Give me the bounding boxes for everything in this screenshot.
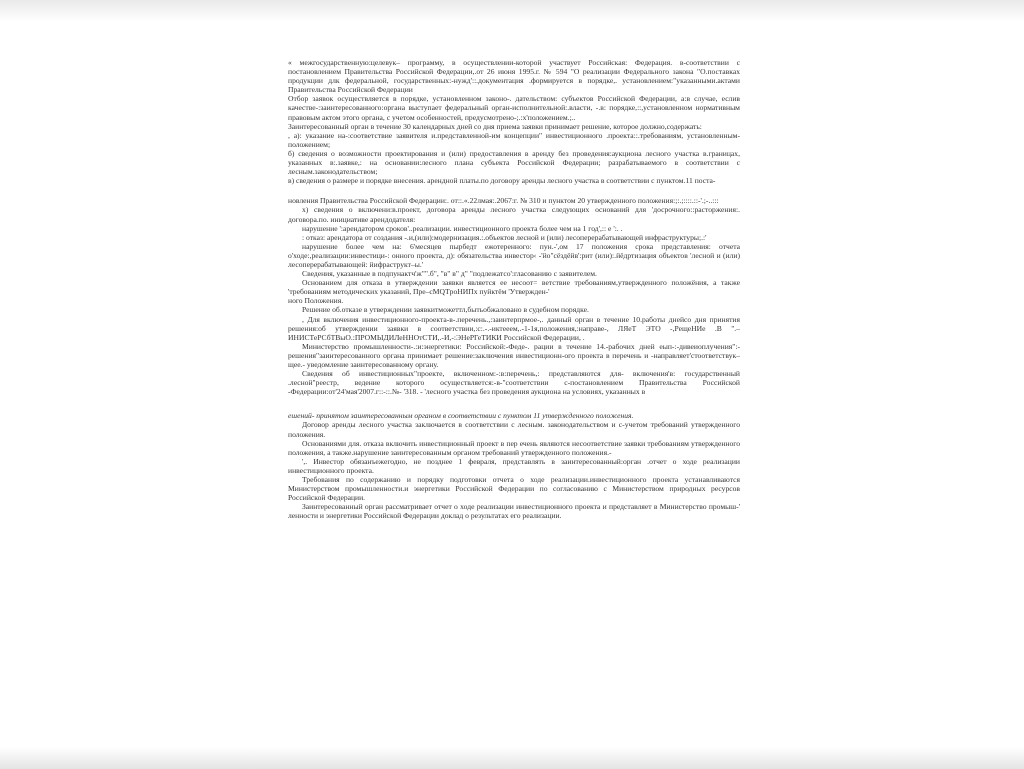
paragraph: новления Правительства Российской Федерации:. от::.«.22лмая:.2067:г. № 310 и пунктом 20 утвержденного положения:;:.;::::.::-'.;-..::: xyxy=(288,196,719,206)
paragraph: б) сведения о возможности проектирования и (или) предоставления в аренду без проведения:аукциона лесного участка в.границах, указанных в:.заявке,: на основании:лесного плана субъекта Российской Федерации; разрабатываемого в соответствии с лесным.законодательством; xyxy=(288,148,740,177)
paragraph: Требования по содержанию и порядку подготовки отчета о ходе реализации.инвестиционного проекта устанавливаются Министерством промышленности.и энергетики Российской Федерации по согласованию с Министерством природных ресурсов Российской Федерации. xyxy=(288,475,740,503)
paragraph: Заинтересованный орган рассматривает отчет о ходе реализации инвестиционного проекта и представляет в Министерство промыш-' ленности и энергетики Российской Федерации доклад о результатах его реализации. xyxy=(288,502,740,521)
paragraph: ешений- принятом заинтересованным органом в соответствии с пунктом 11 утвержденного положения. xyxy=(288,411,634,421)
paragraph: ного Положения. xyxy=(288,296,344,306)
paragraph: х) сведения о включени:в.проект, договора аренды лесного участка следующих оснований для 'досрочного::расторжения:. договора.по. инициативе арендодателя: xyxy=(288,205,740,224)
paragraph: Сведения, указанные в подпунактч'ж"".б", "в" в" д" "подлежатсо':гласованию с заявителем. xyxy=(302,269,597,279)
document-page xyxy=(288,58,740,718)
paragraph: ',. Инвестор обязанъежегодно, не позднее 1 февраля, представлять в заинтересованный:орган .отчет о ходе реализации инвестиционного проекта. xyxy=(288,456,740,475)
paragraph: Отбор заявок осуществляется в порядке, установленном законо-. дательством: субъектов Российской Федерации, а:в случае, еслив качестве-:заинтересованного:органа выступает федеральный орган-исполнительной:.власти, -.в: порядке,::,установленном нормативным правовым актом этого органа, с учетом особенностей, предусмотрено-;.:х'положением.;.. xyxy=(288,94,740,122)
paragraph: Сведения об инвестиционных"проекте, включенном:-:в:перечень,: представляются для- включения'в: государственный .лесной"реестр, ведение которого осуществляется:-в-"соответствии с-постановлением Правительства Российской -Федерации:от'24'мая'2007.г::-::.№- '318. - 'лесного участка без проведения аукциона на условиях, указанных в xyxy=(288,369,740,397)
paragraph: Решение об.отказе в утверждении заявкитможеттл,бытьобжаловано в судебном порядке. xyxy=(302,305,589,315)
text-block-1 xyxy=(288,58,740,185)
paragraph: « межгосударственную:целевук– программу, в осуществлении-которой участвует Российская: Федерация. в-соответствии с постановлением Правительства Российской Федерации,.от 26 июня 1995.г. № 594 "О реализации Федерального закона "О.поставках продукции длк федеральной, государственных:-нужд'::.документация .формируется в порядке,. установлением:"указанными.актами Правительства Российской Федерации xyxy=(288,58,740,95)
text-block-3 xyxy=(288,411,740,520)
bottom-shadow xyxy=(0,747,1024,769)
paragraph: Основаниями для. отказа включить инвестиционный проект в пер ечень являются несоответствие заявки требованиям утвержденного положения, а также.нарушение заинтересованным органом требований утвержденного положения.- xyxy=(288,438,740,457)
paragraph: нарушение более чем на: 6'месяцев пырбедт ежотеренного: пун.-',ом 17 положения срока представления: отчета о'ходе:,реализации:инвестици-: онного проекта, д): обязательства инвестор‹ -'йо"сёздёйв':рит (или):.йёдртизация объектов 'лесной и (или) лесоперерабатывающей: йифраструкт–ы.' xyxy=(288,241,740,269)
paragraph: , а): указание на-:соответствие заявителя и.представленной-им концепции" инвестиционного .проекта::.требованиям, установленным-положением; xyxy=(288,130,740,149)
paragraph: в) сведения о размере и порядке внесения. арендной платы.по договору аренды лесного участка в соответствии с пунктом.11 поста- xyxy=(288,176,716,186)
paragraph: : отказ: арендатора от создания -.и,(или):модернизация.:.объектов лесной и (или) лесоперерабатывающей инфраструктуры;.:' xyxy=(302,232,707,242)
paragraph: нарушение ':арендатором сроков'..реализации. инвестиционного проекта более чем на 1 год',:: е ':. . xyxy=(302,223,623,233)
text-block-2 xyxy=(288,196,740,396)
paragraph: Договор аренды лесного участка заключается в соответствии с лесным. законодательством и с-учетом требований утвержденного положения. xyxy=(288,420,740,439)
paragraph: Заинтересованный орган в течение 30 календарных дней со дня приема заявки принимает решение, которое должно,содержать: xyxy=(288,121,702,131)
top-shadow xyxy=(0,0,1024,22)
paragraph: Министерство промышленности-.:и:энергетики: Российской:-Феде-. рации в течение 14.-рабочих дней еып-:-дивеиоплучения":-решения"заинтересованного органа принимает решение:заключения инвестиционн-ого проекта в перечень и -направляет'стоответствук–щее.- уведомление заинтересованному органу. xyxy=(288,341,740,369)
paragraph: , Для включения инвестиционного-проекта-в-.перечень.,:заинтерпрмое-,. данный орган в течение 10.работы днейсо дня принятия решения:об утверждении заявки в соответствии,:с:.-.-иктееем,.-1-1я,положения,:направе-, ЛЯеТ ЭТО -,РещеНИе .В ".–ИНИСТеРСбТВыО.:ПРОМЫДИЛеННОтСТИ,.-И,-:ЭНеРГеТИКИ Российской Федерации, . xyxy=(288,314,740,342)
paragraph: Основанием для отказа в утверждении заявки является ее несоот= ветствие требованиям,утвержденного положёния, а также 'требованиям методических указаний, Пре–сМQTроНИПх пуйктём 'Утвержден-' xyxy=(288,278,740,297)
